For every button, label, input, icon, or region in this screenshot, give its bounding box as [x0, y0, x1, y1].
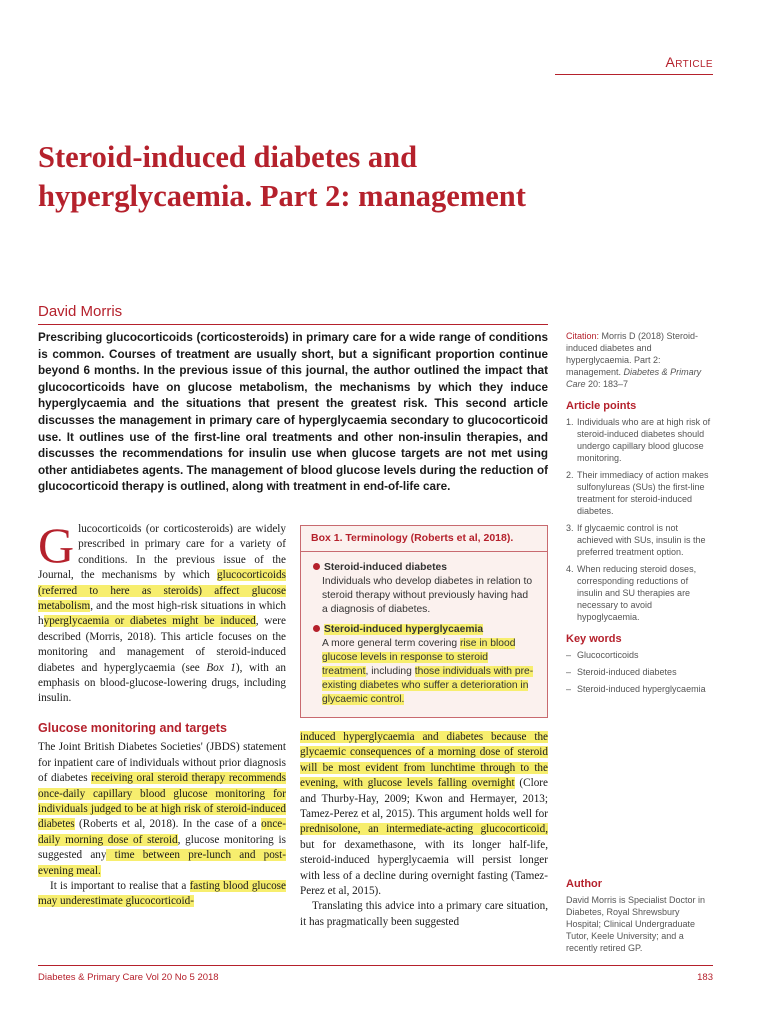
list-item: 1. Individuals who are at high risk of steroid-induced diabetes should undergo capillary blood glucose monitoring.	[566, 417, 711, 463]
highlight: yperglycaemia or diabetes might be induced	[43, 615, 256, 628]
key-words-heading: Key words	[566, 633, 622, 645]
text-run: (Clore and Thurby-Hay, 2009; Kwon and Hermayer, 2013; Tamez-Perez et al, 2015). This argument holds well for	[300, 777, 548, 821]
citation	[566, 330, 716, 390]
page-number: 183	[697, 972, 713, 983]
terminology-box	[300, 525, 548, 718]
section-heading: Glucose monitoring and targets	[38, 720, 227, 735]
text-run: It is important to realise that a	[50, 879, 190, 892]
paragraph	[300, 730, 548, 899]
term-label: Steroid-induced hyperglycaemia	[324, 624, 484, 635]
article-title: Steroid-induced diabetes and hyperglycaemia. Part 2: management	[38, 140, 526, 213]
term-definition	[313, 637, 535, 707]
list-item: 3. If glycaemic control is not achieved with SUs, insulin is the preferred treatment option.	[566, 523, 706, 557]
text-run: , including	[365, 666, 415, 677]
highlight: time between pre-lunch and post-evening meal.	[38, 849, 286, 877]
author-bio: David Morris is Specialist Doctor in Diabetes, Royal Shrewsbury Hospital; Clinical Undergraduate Tutor, Keele University; and a recently retired GP.	[566, 895, 706, 953]
text-run: , glucose monitoring is suggested any	[38, 833, 286, 862]
section-label: Article	[665, 54, 713, 70]
highlight: glucocorticoids (referred to here as steroids) affect glucose metabolism	[38, 569, 286, 613]
bullet-icon	[313, 625, 320, 632]
sidebar	[566, 330, 716, 700]
author-name: David Morris	[38, 303, 123, 320]
paragraph	[38, 740, 286, 879]
highlight: fasting blood glucose may underestimate glucocorticoid-	[38, 879, 286, 908]
text-run: lucocorticoids (or corticosteroids) are widely prescribed in primary care for a variety of conditions. In the previous issue of the Journal, the mechanisms by which	[38, 523, 286, 582]
highlight: prednisolone, an intermediate-acting glucocorticoid,	[300, 823, 548, 836]
highlight: rise in blood glucose levels in response to steroid treatment	[322, 638, 516, 677]
key-words-list	[566, 649, 716, 695]
author-info	[566, 868, 716, 954]
term-definition: Individuals who develop diabetes in relation to steroid therapy without previously having had a diagnosis of diabetes.	[322, 576, 533, 615]
highlight: those individuals with pre-existing diabetes who suffer a deterioration in glycaemic control.	[322, 666, 534, 705]
box-body	[301, 552, 547, 707]
text-run: (Roberts et al, 2018). In the case of a	[74, 818, 262, 831]
paragraph: Translating this advice into a primary care situation, it has pragmatically been suggested	[300, 900, 548, 928]
bullet-icon	[313, 563, 320, 570]
list-item: – Steroid-induced diabetes	[566, 667, 677, 677]
text-run: The Joint British Diabetes Societies' (JBDS) statement for inpatient care of individuals without prior diagnosis of diabetes	[38, 741, 286, 785]
list-item: 4. When reducing steroid doses, corresponding reductions of insulin and SU therapies are necessary to avoid hypoglycaemia.	[566, 564, 697, 622]
author-heading: Author	[566, 878, 603, 890]
text-run: A more general term covering	[322, 638, 460, 649]
text-run: but for dexamethasone, with its longer half-life, steroid-induced hyperglycaemia will persist longer with less of a decline during overnight fasting (Tamez-Perez et al, 2015).	[300, 838, 548, 898]
article-points-list	[566, 416, 716, 623]
citation-label: Citation:	[566, 331, 600, 341]
paragraph	[38, 879, 286, 910]
highlight: receiving oral steroid therapy recommends once-daily capillary blood glucose monitoring for individuals judged to be at high risk of steroid-induced diabetes	[38, 772, 286, 831]
text-run: ), with an emphasis on blood-glucose-lowering drugs, including insulin.	[38, 661, 286, 705]
footer-journal: Diabetes & Primary Care Vol 20 No 5 2018	[38, 972, 219, 983]
list-item: – Steroid-induced hyperglycaemia	[566, 684, 706, 694]
drop-cap: G	[38, 517, 75, 573]
list-item: 2. Their immediacy of action makes sulfonylureas (SUs) the first-line treatment for steroid-induced diabetes.	[566, 470, 709, 516]
intro-paragraph	[38, 517, 286, 707]
list-item: – Glucocorticoids	[566, 650, 639, 660]
journal-name: Diabetes & Primary Care	[566, 367, 702, 389]
article-points-heading: Article points	[566, 400, 637, 412]
footer-rule	[38, 965, 713, 966]
text-run: 20: 183–7	[585, 379, 629, 389]
abstract: Prescribing glucocorticoids (corticosteroids) in primary care for a wide range of conditions is common. Courses of treatment are usually short, but a significant proportion continue beyond 6 months. In the previous issue of this journal, the author outlined the impact that glucocorticoids have on glucose metabolism, the mechanisms by which they induce hyperglycaemia and the situations that present the greatest risk. This second article discusses the management in primary care of hyperglycaemia secondary to glucocorticoid use. It outlines use of the first-line oral treatments and other non-insulin therapies, and discusses the recommendations for insulin use when glucose targets are not met using other antidiabetes agents. The management of blood glucose levels during the reduction of glucocorticoid therapy is outlined, along with treatment in end-of-life care.	[38, 331, 548, 494]
text-run: , were described (Morris, 2018). This article focuses on the monitoring and management of steroid-induced diabetes and hyperglycaemia (see	[38, 615, 286, 674]
term-item	[313, 561, 535, 575]
text-run: Morris D (2018) Steroid-induced diabetes and hyperglycaemia. Part 2: management.	[566, 331, 699, 377]
term-label: Steroid-induced diabetes	[324, 562, 448, 573]
header-rule	[555, 74, 713, 75]
box-title: Box 1. Terminology (Roberts et al, 2018).	[301, 526, 547, 552]
body-column-left	[38, 517, 286, 910]
body-column-right	[300, 730, 548, 930]
highlight: once-daily morning dose of steroid	[38, 818, 286, 846]
box-reference: Box 1	[206, 661, 236, 674]
author-rule	[38, 324, 548, 325]
text-run: , and the most high-risk situations in which h	[38, 600, 286, 628]
highlight: induced hyperglycaemia and diabetes because the glycaemic consequences of a morning dose of steroid will be most evident from lunchtime through to the evening, with glucose levels falling overnight	[300, 731, 548, 790]
term-item	[313, 623, 535, 637]
